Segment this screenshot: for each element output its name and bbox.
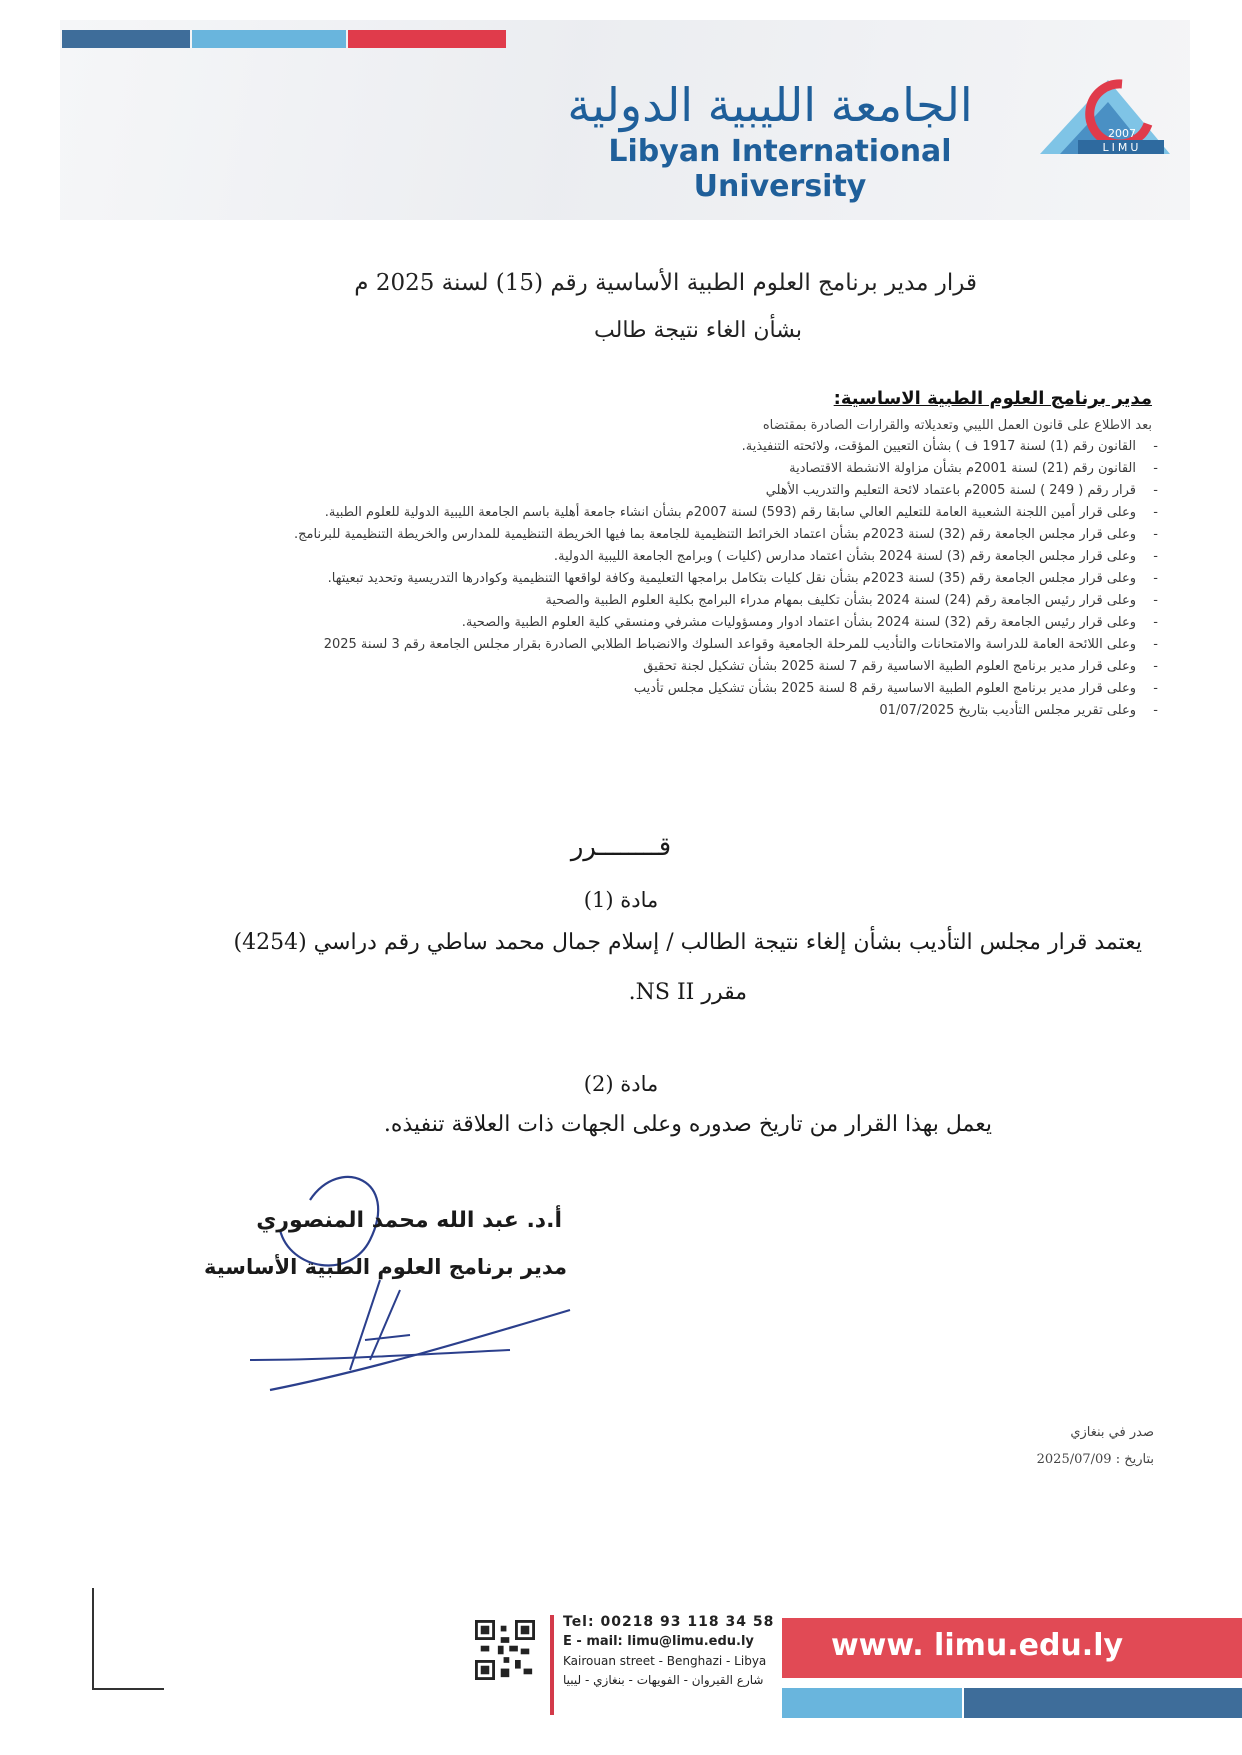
article-2-text: يعمل بهذا القرار من تاريخ صدوره وعلى الجهات ذات العلاقة تنفيذه. <box>383 1112 992 1137</box>
list-dash: - <box>1153 439 1158 454</box>
legal-reference-item <box>84 502 1164 524</box>
list-dash: - <box>1153 483 1158 498</box>
issue-date: بتاريخ : 2025/07/09 <box>1036 1452 1154 1467</box>
footer-phone: Tel: 00218 93 118 34 58 <box>563 1614 775 1630</box>
list-dash: - <box>1153 571 1158 586</box>
legal-reference-item <box>84 612 1164 634</box>
preamble-intro: بعد الاطلاع على قانون العمل الليبي وتعديلاته والقرارات الصادرة بمقتضاه <box>762 418 1152 433</box>
list-dash: - <box>1153 527 1158 542</box>
footer-address-english: Kairouan street - Benghazi - Libya <box>563 1654 767 1668</box>
legal-reference-item <box>84 436 1164 458</box>
decision-word: قــــــــرر <box>570 832 672 862</box>
legal-reference-text: وعلى اللائحة العامة للدراسة والامتحانات والتأديب للمرحلة الجامعية وقواعد السلوك والانضباط الطلابي الصادرة بقرار مجلس الجامعة رقم 3 لسنة 2025 <box>323 637 1136 652</box>
preamble-heading: مدير برنامج العلوم الطبية الاساسية: <box>833 388 1152 409</box>
article-1-text-continued: مقرر NS II. <box>628 980 747 1005</box>
article-2-heading: مادة (2) <box>583 1072 659 1096</box>
footer-email: E - mail: limu@limu.edu.ly <box>563 1634 754 1649</box>
legal-reference-text: القانون رقم (1) لسنة 1917 ف ) بشأن التعيين المؤقت، ولائحته التنفيذية. <box>741 439 1136 454</box>
footer-bar-light-blue <box>782 1688 962 1718</box>
handwritten-signature <box>250 1160 600 1410</box>
issue-place: صدر في بنغازي <box>1070 1425 1154 1440</box>
footer-divider <box>550 1615 554 1715</box>
legal-reference-text: القانون رقم (21) لسنة 2001م بشأن مزاولة الانشطة الاقتصادية <box>789 461 1136 476</box>
list-dash: - <box>1153 505 1158 520</box>
list-dash: - <box>1153 593 1158 608</box>
university-name-arabic: الجامعة الليبية الدولية <box>567 78 973 132</box>
article-1-heading: مادة (1) <box>583 888 659 912</box>
legal-reference-item <box>84 546 1164 568</box>
legal-reference-item <box>84 568 1164 590</box>
legal-reference-item <box>84 634 1164 656</box>
legal-reference-text: وعلى قرار رئيس الجامعة رقم (24) لسنة 2024 بشأن تكليف بمهام مدراء البرامج بكلية العلوم الطبية والصحية <box>545 593 1136 608</box>
list-dash: - <box>1153 703 1158 718</box>
legal-reference-text: وعلى قرار مدير برنامج العلوم الطبية الاساسية رقم 8 لسنة 2025 بشأن تشكيل مجلس تأديب <box>633 681 1136 696</box>
legal-reference-text: وعلى قرار مدير برنامج العلوم الطبية الاساسية رقم 7 لسنة 2025 بشأن تشكيل لجنة تحقيق <box>643 659 1136 674</box>
footer-address-arabic: شارع القيروان - الفويهات - بنغازي - ليبيا <box>563 1673 764 1687</box>
list-dash: - <box>1153 615 1158 630</box>
signatory-name: أ.د. عبد الله محمد المنصوري <box>256 1208 562 1233</box>
university-name-english: Libyan International University <box>608 134 952 204</box>
header-bar-light-blue <box>192 30 346 48</box>
list-dash: - <box>1153 681 1158 696</box>
legal-reference-text: قرار رقم ( 249 ) لسنة 2005م باعتماد لائحة التعليم والتدريب الأهلي <box>765 483 1136 498</box>
list-dash: - <box>1153 659 1158 674</box>
legal-reference-item <box>84 678 1164 700</box>
qr-code-icon <box>475 1620 535 1680</box>
legal-reference-text: وعلى قرار رئيس الجامعة رقم (32) لسنة 2024 بشأن اعتماد ادوار ومسؤوليات مشرفي ومنسقي كلية العلوم الطبية والصحية. <box>461 615 1136 630</box>
legal-reference-text: وعلى قرار أمين اللجنة الشعبية العامة للتعليم العالي سابقا رقم (593) لسنة 2007م بشأن انشاء جامعة أهلية باسم الجامعة الليبية الدولية للعلوم الطبية. <box>324 505 1136 520</box>
list-dash: - <box>1153 461 1158 476</box>
header-bar-blue <box>62 30 190 48</box>
legal-reference-text: وعلى تقرير مجلس التأديب بتاريخ 01/07/2025 <box>879 703 1136 718</box>
legal-references-list <box>84 436 1164 722</box>
list-dash: - <box>1153 637 1158 652</box>
decision-subject: بشأن الغاء نتيجة طالب <box>594 318 802 343</box>
legal-reference-item <box>84 458 1164 480</box>
corner-mark <box>92 1588 164 1690</box>
legal-reference-text: وعلى قرار مجلس الجامعة رقم (3) لسنة 2024 بشأن اعتماد مدارس (كليات ) وبرامج الجامعة الليبية الدولية. <box>553 549 1136 564</box>
legal-reference-item <box>84 524 1164 546</box>
university-logo <box>1030 62 1180 162</box>
footer-website[interactable]: www. limu.edu.ly <box>830 1628 1124 1663</box>
legal-reference-text: وعلى قرار مجلس الجامعة رقم (35) لسنة 2023م بشأن نقل كليات بتكامل برامجها التعليمية وكافة لواقعها التنظيمية وكوادرها التدريسية وتحديد تبعيتها. <box>327 571 1136 586</box>
legal-reference-text: وعلى قرار مجلس الجامعة رقم (32) لسنة 2023م بشأن اعتماد الخرائط التنظيمية للجامعة بما فيها الخريطة التنظيمية للمدارس والخريطة التنظيمية للبرنامج. <box>294 527 1136 542</box>
header-bar-red <box>348 30 506 48</box>
signatory-title: مدير برنامج العلوم الطبية الأساسية <box>204 1255 567 1279</box>
decision-title: قرار مدير برنامج العلوم الطبية الأساسية رقم (15) لسنة 2025 م <box>354 270 977 296</box>
logo-year: 2007 <box>1108 127 1136 140</box>
legal-reference-item <box>84 656 1164 678</box>
legal-reference-item <box>84 480 1164 502</box>
logo-abbr: LIMU <box>1102 141 1142 154</box>
article-1-text: يعتمد قرار مجلس التأديب بشأن إلغاء نتيجة الطالب / إسلام جمال محمد ساطي رقم دراسي (4254) <box>233 930 1142 955</box>
list-dash: - <box>1153 549 1158 564</box>
legal-reference-item <box>84 700 1164 722</box>
legal-reference-item <box>84 590 1164 612</box>
footer-bar-blue <box>964 1688 1242 1718</box>
